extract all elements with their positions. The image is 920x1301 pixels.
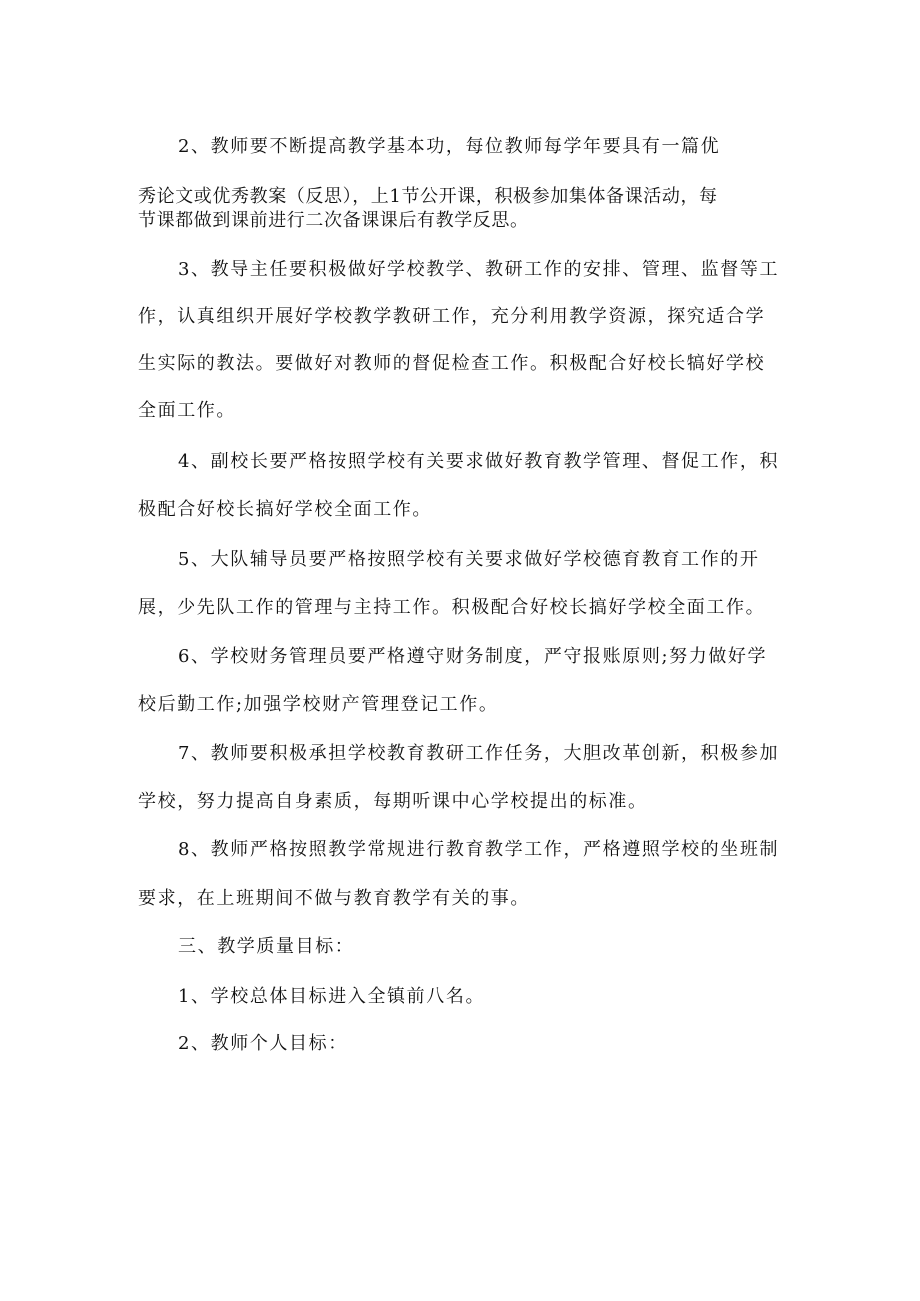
paragraph-3-line-3: 生实际的教法。要做好对教师的督促检查工作。积极配合好校长犒好学校 bbox=[138, 353, 766, 374]
paragraph-7-line-1: 7、教师要积极承担学校教育教研工作任务，大胆改革创新，积极参加 bbox=[178, 743, 780, 764]
paragraph-5-line-2: 展，少先队工作的管理与主持工作。积极配合好校长搞好学校全面工作。 bbox=[138, 597, 766, 618]
paragraph-2-line-2: 秀论文或优秀教案（反思），上1节公开课，积极参加集体备课活动，每 bbox=[138, 186, 718, 207]
paragraph-3-line-2: 作，认真组织开展好学校教学教研工作，充分利用教学资源，探究适合学 bbox=[138, 306, 766, 327]
paragraph-5-line-1: 5、大队辅导员要严格按照学校有关要求做好学校德育教育工作的开 bbox=[178, 549, 760, 570]
paragraph-3-line-1: 3、教导主任要积极做好学校教学、教研工作的安排、管理、监督等工 bbox=[178, 259, 780, 280]
section-heading-3: 三、教学质量目标： bbox=[178, 936, 355, 957]
paragraph-4-line-1: 4、副校长要严格按照学校有关要求做好教育教学管理、督促工作，积 bbox=[178, 451, 780, 472]
paragraph-2-line-3: 节课都做到课前进行二次备课课后有教学反思。 bbox=[138, 210, 529, 231]
goal-item-2: 2、教师个人目标： bbox=[178, 1033, 348, 1054]
paragraph-6-line-2: 校后勤工作;加强学校财产管理登记工作。 bbox=[138, 694, 499, 715]
paragraph-2-line-1: 2、教师要不断提高教学基本功，每位教师每学年要具有一篇优 bbox=[178, 136, 721, 157]
goal-item-1: 1、学校总体目标进入全镇前八名。 bbox=[178, 986, 486, 1007]
paragraph-4-line-2: 极配合好校长搞好学校全面工作。 bbox=[138, 499, 432, 520]
paragraph-8-line-2: 要求，在上班期间不做与教育教学有关的事。 bbox=[138, 888, 530, 909]
paragraph-6-line-1: 6、学校财务管理员要严格遵守财务制度，严守报账原则;努力做好学 bbox=[178, 646, 768, 667]
paragraph-3-line-4: 全面工作。 bbox=[138, 400, 236, 421]
paragraph-7-line-2: 学校，努力提高自身素质，每期听课中心学校提出的标准。 bbox=[138, 791, 648, 812]
paragraph-8-line-1: 8、教师严格按照教学常规进行教育教学工作，严格遵照学校的坐班制 bbox=[178, 839, 780, 860]
